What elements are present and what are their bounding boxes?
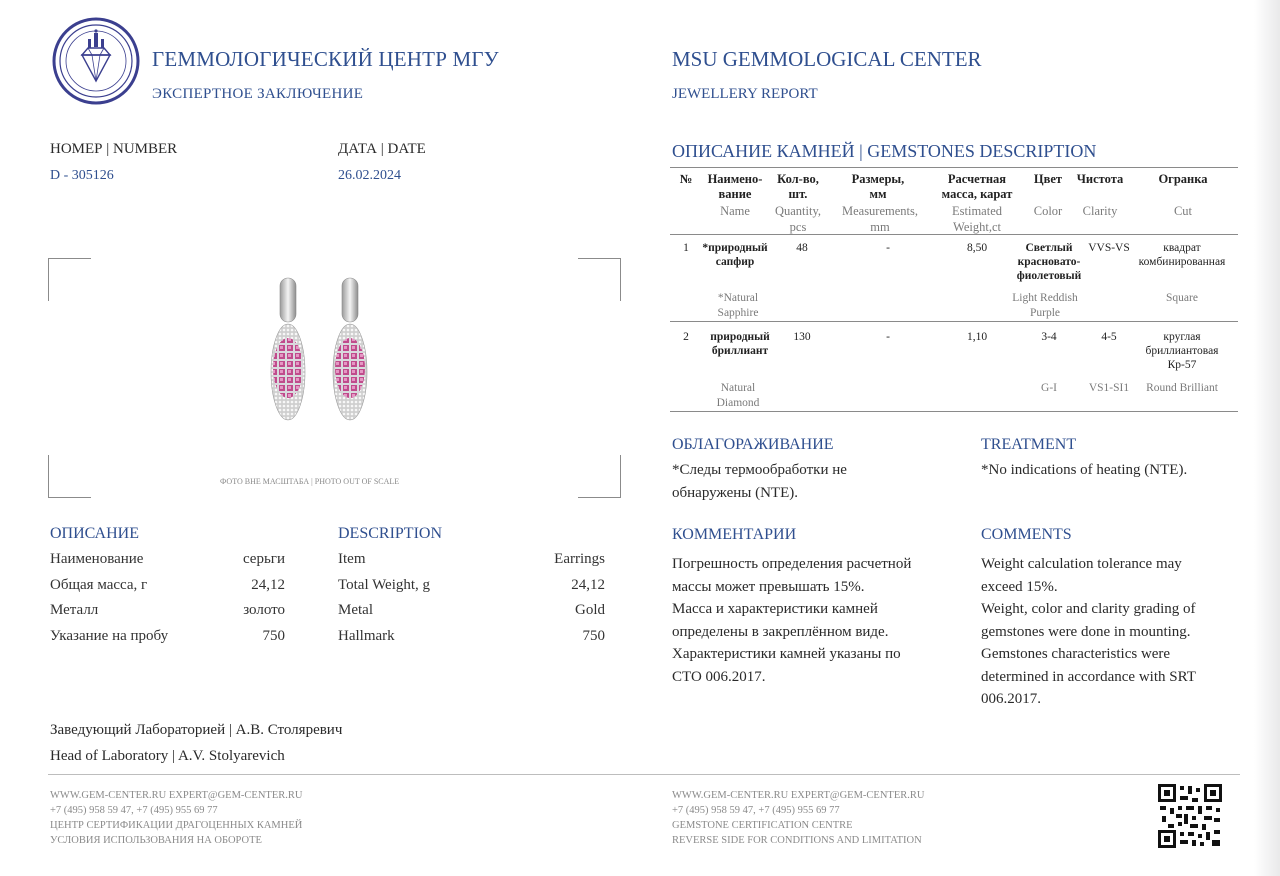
desc-en-label: Total Weight, g [338, 577, 431, 593]
desc-en-label: Metal [338, 602, 373, 618]
comments-line-ru: Погрешность определения расчетной [672, 556, 912, 572]
desc-en-value: 750 [582, 628, 605, 644]
cell-color-en: G-I [1041, 382, 1057, 394]
desc-ru-value: 24,12 [251, 577, 285, 593]
treatment-title-ru: ОБЛАГОРАЖИВАНИЕ [672, 436, 834, 453]
photo-frame-corner [48, 258, 91, 301]
cell-color: Светлый красновато- фиолетовый [1016, 242, 1082, 282]
cell-no: 2 [683, 331, 689, 343]
col-header-name-en: Name [720, 204, 750, 218]
footer-divider [48, 774, 1240, 775]
col-header-qty-en: Quantity, pcs [774, 204, 822, 234]
footer-right-line: +7 (495) 958 59 47, +7 (495) 955 69 77 [672, 805, 840, 816]
desc-ru-value: серьги [242, 551, 285, 567]
photo-frame-corner [578, 455, 621, 498]
table-rule [670, 167, 1238, 168]
cell-no: 1 [683, 242, 689, 254]
cell-size: - [886, 331, 890, 343]
signature-ru: Заведующий Лабораторией | А.В. Столяревич [50, 722, 343, 738]
col-header-size-en: Measurements, mm [841, 204, 919, 234]
qr-code-icon [1158, 784, 1222, 848]
comments-title-en: COMMENTS [981, 526, 1072, 543]
desc-ru-label: Наименование [50, 551, 144, 567]
table-rule [670, 321, 1238, 322]
footer-left-line: +7 (495) 958 59 47, +7 (495) 955 69 77 [50, 805, 218, 816]
desc-ru-label: Металл [50, 602, 99, 618]
col-header-weight-en: Estimated Weight,ct [952, 204, 1002, 234]
description-title-en: DESCRIPTION [338, 525, 443, 542]
treatment-title-en: TREATMENT [981, 436, 1077, 453]
treatment-text-ru: *Следы термообработки не обнаружены (NTE). [672, 462, 847, 501]
comments-line-ru: массы может превышать 15%. [672, 579, 865, 595]
desc-ru-label: Общая масса, г [50, 577, 148, 593]
gemstones-title: ОПИСАНИЕ КАМНЕЙ | GEMSTONES DESCRIPTION [672, 141, 1097, 161]
earrings-photo [262, 272, 382, 432]
report-title-ru: ЭКСПЕРТНОЕ ЗАКЛЮЧЕНИЕ [152, 86, 364, 102]
cell-name-en: Natural Diamond [716, 382, 760, 409]
photo-frame-corner [578, 258, 621, 301]
desc-ru-value: 750 [262, 628, 285, 644]
photo-caption: ФОТО ВНЕ МАСШТАБА | PHOTO OUT OF SCALE [220, 477, 400, 486]
number-label: НОМЕР | NUMBER [50, 141, 178, 157]
footer-left-line: ЦЕНТР СЕРТИФИКАЦИИ ДРАГОЦЕННЫХ КАМНЕЙ [50, 820, 303, 831]
comments-line-en: Weight calculation tolerance may [981, 556, 1182, 572]
description-title-ru: ОПИСАНИЕ [50, 525, 139, 542]
cell-clarity: 4-5 [1101, 331, 1117, 343]
cell-weight: 1,10 [966, 331, 988, 343]
col-header-clarity: Чистота [1076, 172, 1124, 186]
comments-line-en: exceed 15%. [981, 579, 1058, 595]
footer-left-line: WWW.GEM-CENTER.RU EXPERT@GEM-CENTER.RU [50, 790, 303, 801]
report-title-en: JEWELLERY REPORT [672, 86, 818, 102]
cell-clarity-en: VS1-SI1 [1088, 382, 1130, 394]
cell-name: природный бриллиант [710, 331, 770, 357]
col-header-cut: Огранка [1158, 172, 1208, 186]
col-header-color-en: Color [1033, 204, 1063, 218]
col-header-clarity-en: Clarity [1082, 204, 1118, 218]
col-header-color: Цвет [1033, 172, 1063, 186]
number-value: D - 305126 [50, 168, 114, 183]
comments-line-ru: СТО 006.2017. [672, 669, 766, 685]
cell-qty: 130 [793, 331, 811, 343]
desc-en-label: Item [338, 551, 366, 567]
cell-cut-en: Square [1166, 292, 1198, 304]
cell-cut: круглая бриллиантовая Кр-57 [1145, 331, 1219, 371]
comments-title-ru: КОММЕНТАРИИ [672, 526, 797, 543]
treatment-text-en: *No indications of heating (NTE). [981, 462, 1188, 478]
comments-line-en: 006.2017. [981, 691, 1041, 707]
cell-size: - [886, 242, 890, 254]
comments-line-en: gemstones were done in mounting. [981, 624, 1191, 640]
comments-line-en: Weight, color and clarity grading of [981, 601, 1196, 617]
desc-en-value: 24,12 [571, 577, 605, 593]
desc-en-value: Gold [575, 602, 605, 618]
comments-line-en: Gemstones characteristics were [981, 646, 1171, 662]
footer-right-line: WWW.GEM-CENTER.RU EXPERT@GEM-CENTER.RU [672, 790, 925, 801]
col-header-size: Размеры, мм [851, 172, 905, 201]
date-label: ДАТА | DATE [338, 141, 426, 157]
cell-clarity: VVS-VS [1088, 242, 1130, 254]
cell-qty: 48 [796, 242, 808, 254]
comments-line-ru: определены в закреплённом виде. [672, 624, 889, 640]
col-header-name: Наимено- вание [707, 172, 763, 201]
cell-weight: 8,50 [966, 242, 988, 254]
table-rule [670, 411, 1238, 412]
col-header-qty: Кол-во, шт. [777, 172, 819, 201]
col-header-weight: Расчетная масса, карат [941, 172, 1013, 201]
photo-frame-corner [48, 455, 91, 498]
desc-en-value: Earrings [554, 551, 605, 567]
col-header-cut-en: Cut [1173, 204, 1193, 218]
cell-name-en: *Natural Sapphire [717, 292, 759, 319]
footer-right-line: GEMSTONE CERTIFICATION CENTRE [672, 820, 853, 831]
org-title-ru: ГЕММОЛОГИЧЕСКИЙ ЦЕНТР МГУ [152, 47, 499, 71]
desc-ru-label: Указание на пробу [50, 628, 169, 644]
desc-en-label: Hallmark [338, 628, 395, 644]
page-edge-shadow [1254, 0, 1280, 876]
comments-line-ru: Масса и характеристики камней [672, 601, 878, 617]
cell-name: *природный сапфир [702, 242, 768, 268]
footer-left-line: УСЛОВИЯ ИСПОЛЬЗОВАНИЯ НА ОБОРОТЕ [50, 835, 262, 846]
date-value: 26.02.2024 [338, 168, 401, 183]
gemstones-table [670, 167, 1238, 412]
footer-right-line: REVERSE SIDE FOR CONDITIONS AND LIMITATION [672, 835, 922, 846]
msu-seal-logo [52, 17, 140, 105]
col-header-no: № [679, 172, 693, 186]
cell-color: 3-4 [1041, 331, 1057, 343]
cell-cut: квадрат комбинированная [1138, 242, 1226, 268]
desc-ru-value: золото [243, 602, 285, 618]
comments-line-ru: Характеристики камней указаны по [672, 646, 901, 662]
signature-en: Head of Laboratory | A.V. Stolyarevich [50, 748, 285, 764]
cell-color-en: Light Reddish Purple [1012, 292, 1078, 319]
org-title-en: MSU GEMMOLOGICAL CENTER [672, 47, 982, 71]
cell-cut-en: Round Brilliant [1146, 382, 1218, 394]
comments-line-en: determined in accordance with SRT [981, 669, 1196, 685]
